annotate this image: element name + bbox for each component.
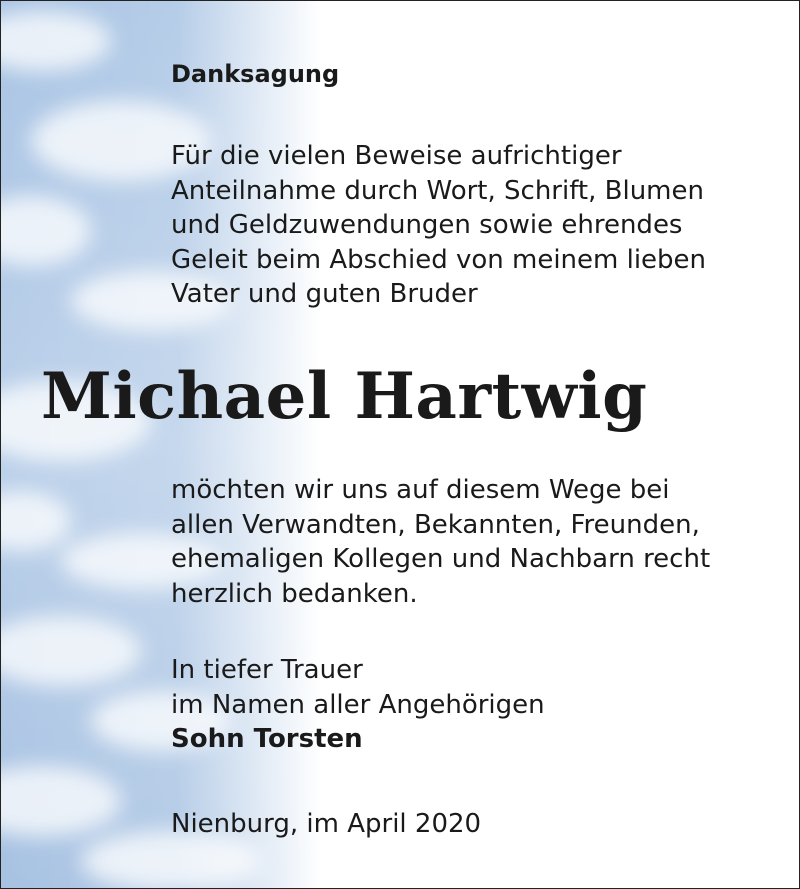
closing-line: In tiefer Trauer [171, 655, 363, 685]
closing-block [171, 653, 545, 757]
place-date: Nienburg, im April 2020 [171, 809, 482, 839]
intro-line: Vater und guten Bruder [171, 279, 478, 309]
intro-line: Für die vielen Beweise aufrichtiger [171, 141, 622, 171]
thanks-line: herzlich bedanken. [171, 578, 418, 609]
intro-text [171, 139, 706, 312]
intro-line: und Geldzuwendungen sowie ehrendes [171, 210, 683, 240]
intro-line: Geleit beim Abschied von meinem lieben [171, 244, 707, 275]
thanks-line: allen Verwandten, Bekannten, Freunden, [171, 509, 700, 540]
thanks-text [171, 473, 710, 611]
notice-title: Danksagung [171, 60, 340, 88]
closing-line: im Namen aller Angehörigen [171, 689, 545, 720]
thanks-line: möchten wir uns auf diesem Wege bei [171, 475, 670, 505]
thanks-line: ehemaligen Kollegen und Nachbarn recht [171, 544, 711, 574]
deceased-name: Michael Hartwig [41, 359, 648, 434]
signatory: Sohn Torsten [171, 724, 363, 754]
intro-line: Anteilnahme durch Wort, Schrift, Blumen [171, 175, 704, 206]
